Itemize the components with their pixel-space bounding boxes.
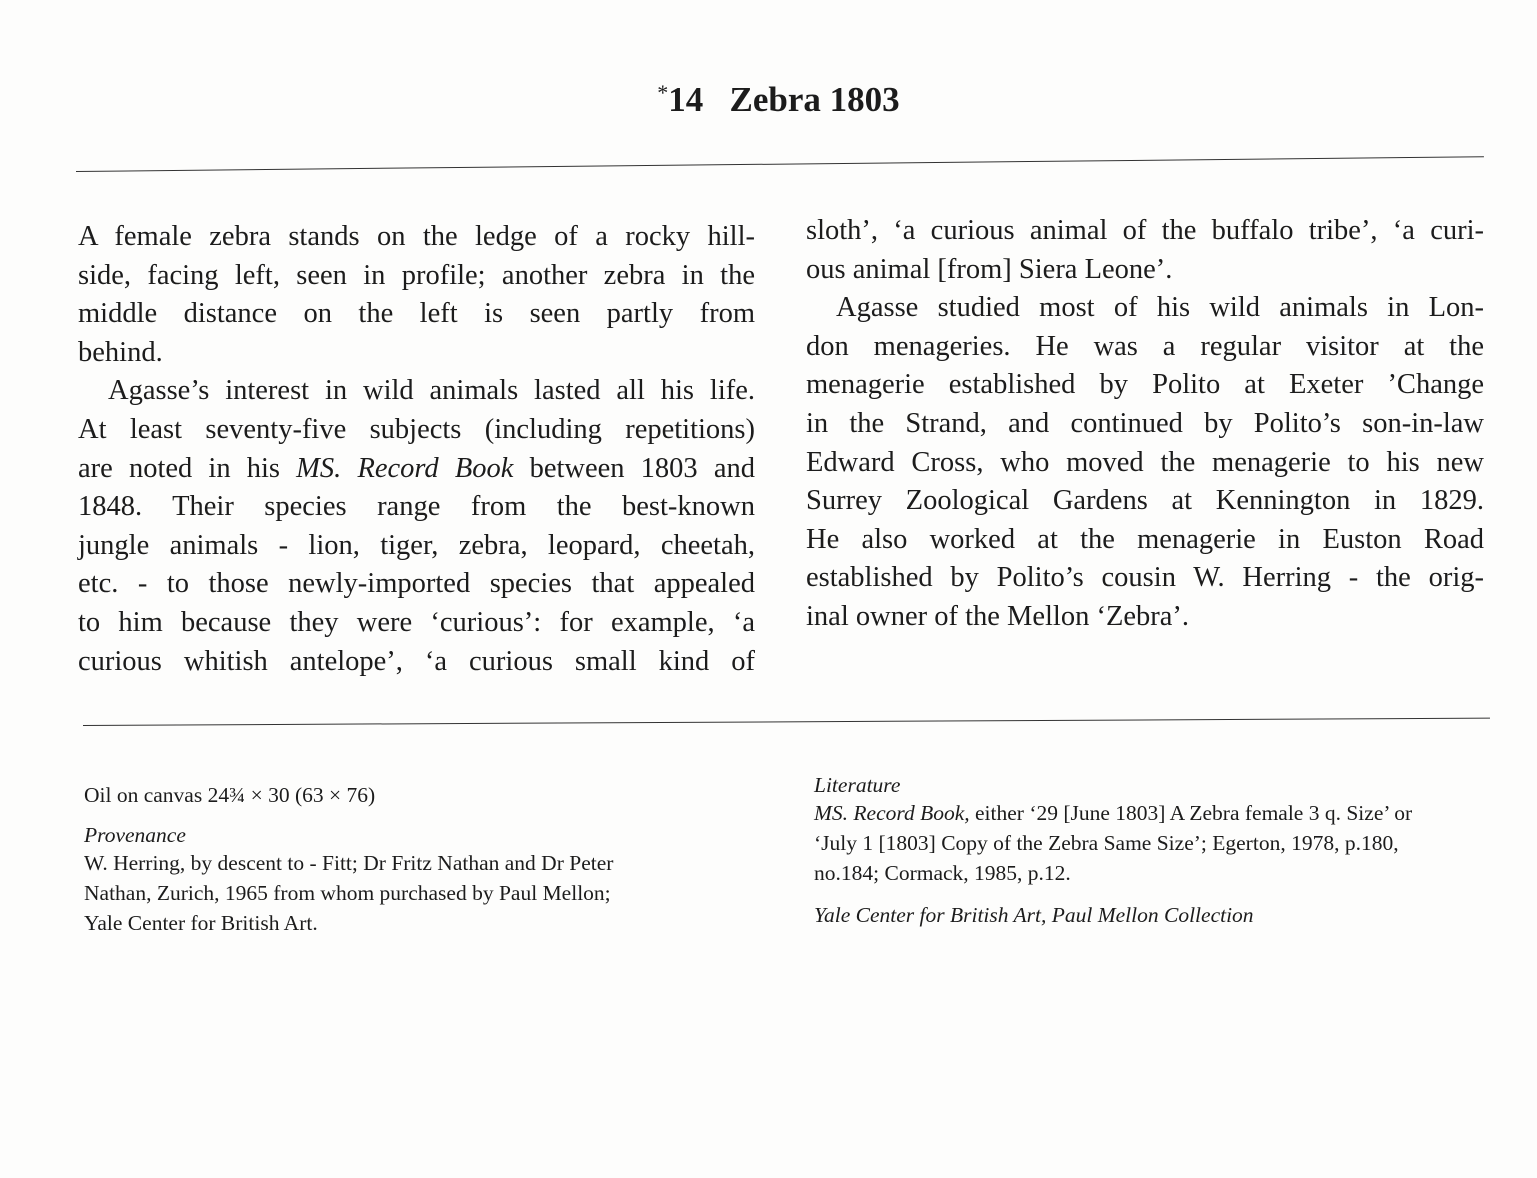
text-line: jungle animals - lion, tiger, zebra, leopard, cheetah, [78, 529, 755, 561]
entry-title [0, 80, 1537, 120]
text-line: Agasse studied most of his wild animals in Lon- [836, 292, 1484, 324]
provenance-heading: Provenance [84, 823, 186, 847]
catalogue-notes-left [84, 780, 764, 938]
catalogue-notes-right [814, 772, 1494, 930]
text-line: inal owner of the Mellon ‘Zebra’. [806, 600, 1190, 632]
text-segment: between 1803 and [513, 452, 755, 484]
medium-dimensions: Oil on canvas 24¾ × 30 (63 × 76) [84, 783, 376, 807]
bottom-rule [83, 718, 1490, 726]
literature-line: no.184; Cormack, 1985, p.12. [814, 861, 1071, 885]
entry-number: 14 [668, 80, 704, 119]
text-line: sloth’, ‘a curious animal of the buffalo tribe’, ‘a curi- [806, 215, 1484, 246]
asterisk-mark: * [657, 80, 669, 105]
text-line: At least seventy-five subjects (including repetitions) [78, 413, 755, 445]
entry-heading: Zebra 1803 [729, 80, 900, 119]
text-line: established by Polito’s cousin W. Herring - the orig- [806, 562, 1484, 594]
literature-heading: Literature [814, 773, 901, 797]
text-segment: either ‘29 [June 1803] A Zebra female 3 q. Size’ or [969, 801, 1413, 825]
text-line: A female zebra stands on the ledge of a rocky hill- [78, 221, 755, 252]
left-column [78, 218, 755, 681]
top-rule [76, 156, 1484, 172]
text-line: to him because they were ‘curious’: for example, ‘a [78, 606, 755, 638]
text-line: Agasse’s interest in wild animals lasted all his life. [108, 375, 755, 407]
provenance-line: W. Herring, by descent to - Fitt; Dr Fritz Nathan and Dr Peter [84, 851, 614, 875]
text-line: etc. - to those newly-imported species that appealed [78, 568, 755, 600]
text-line [78, 450, 755, 489]
text-line: Surrey Zoological Gardens at Kennington in 1829. [806, 485, 1484, 517]
text-line: don menageries. He was a regular visitor at the [806, 330, 1484, 362]
text-line: behind. [78, 336, 163, 368]
text-line: in the Strand, and continued by Polito’s son-in-law [806, 407, 1484, 439]
text-line: ous animal [from] Siera Leone’. [806, 253, 1173, 285]
text-line: side, facing left, seen in profile; another zebra in the [78, 259, 755, 291]
text-line: 1848. Their species range from the best-known [78, 491, 755, 523]
collection-credit: Yale Center for British Art, Paul Mellon Collection [814, 903, 1254, 927]
text-line: curious whitish antelope’, ‘a curious small kind of [78, 645, 755, 677]
literature-line: ‘July 1 [1803] Copy of the Zebra Same Size’; Egerton, 1978, p.180, [814, 831, 1399, 855]
literature-line [814, 798, 1494, 828]
text-segment: are noted in his [78, 452, 297, 484]
book-title: MS. Record Book, [814, 801, 970, 825]
provenance-line: Nathan, Zurich, 1965 from whom purchased by Paul Mellon; [84, 881, 611, 905]
book-title: MS. Record Book [296, 452, 514, 484]
text-line: middle distance on the left is seen partly from [78, 298, 755, 330]
text-line: Edward Cross, who moved the menagerie to his new [806, 446, 1484, 478]
right-column [806, 212, 1484, 637]
text-line: He also worked at the menagerie in Euston Road [806, 523, 1484, 555]
text-line: menagerie established by Polito at Exeter ’Change [806, 369, 1484, 401]
provenance-line: Yale Center for British Art. [84, 911, 318, 935]
